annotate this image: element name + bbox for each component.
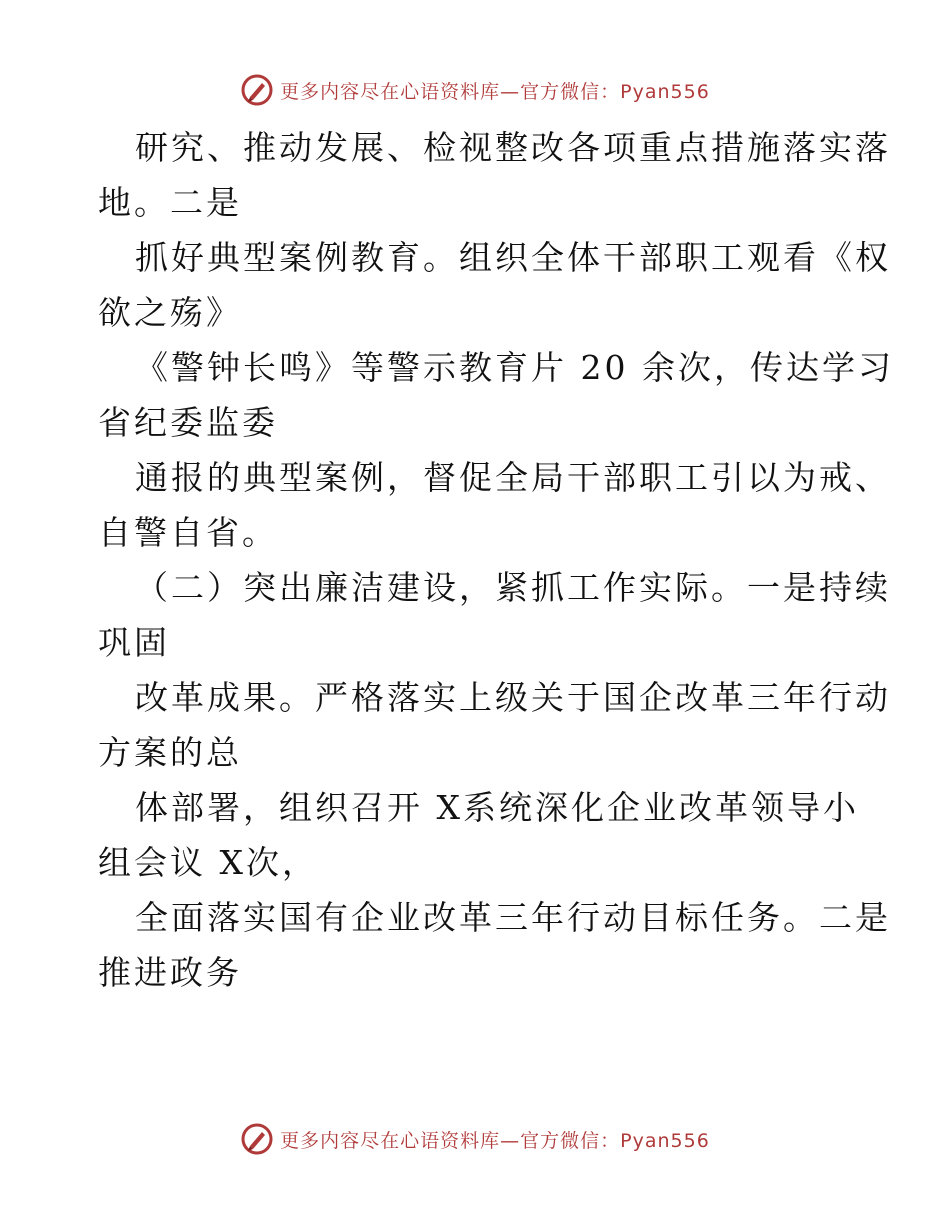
header-banner-text: 更多内容尽在心语资料库—官方微信：Pyan556 — [280, 80, 710, 103]
paragraph-2 — [98, 230, 891, 340]
header-banner — [0, 70, 950, 110]
paragraph-2-line-1: 抓好典型案例教育。组织全体干部职工观看《权 — [135, 238, 891, 277]
paragraph-1-line-1: 研究、推动发展、检视整改各项重点措施落实落 — [135, 128, 891, 167]
paragraph-6 — [98, 670, 891, 780]
pen-logo-icon — [240, 1122, 274, 1156]
pen-logo-icon — [240, 73, 274, 107]
paragraph-5-line-1: （二）突出廉洁建设，紧抓工作实际。一是持续 — [135, 568, 891, 607]
paragraph-3-line-2: 省纪委监委 — [98, 403, 278, 442]
paragraph-1-line-2: 地。二是 — [98, 183, 242, 222]
paragraph-4-line-1: 通报的典型案例，督促全局干部职工引以为戒、 — [135, 458, 891, 497]
paragraph-8-line-2: 推进政务 — [98, 953, 242, 992]
paragraph-2-line-2: 欲之殇》 — [98, 293, 242, 332]
footer-banner — [0, 1119, 950, 1159]
paragraph-3 — [98, 340, 894, 450]
paragraph-3-line-1: 《警钟长鸣》等警示教育片 20 余次，传达学习 — [135, 348, 894, 387]
paragraph-6-line-1: 改革成果。严格落实上级关于国企改革三年行动 — [135, 678, 891, 717]
paragraph-5 — [98, 560, 891, 670]
paragraph-8-line-1: 全面落实国有企业改革三年行动目标任务。二是 — [135, 898, 891, 937]
paragraph-4-line-2: 自警自省。 — [98, 513, 278, 552]
paragraph-8 — [98, 890, 891, 1000]
paragraph-4 — [98, 450, 891, 560]
paragraph-7 — [98, 780, 858, 890]
paragraph-7-line-1: 体部署，组织召开 X系统深化企业改革领导小 — [135, 788, 859, 827]
paragraph-6-line-2: 方案的总 — [98, 733, 242, 772]
paragraph-1 — [98, 120, 891, 230]
document-body — [98, 120, 894, 1000]
paragraph-5-line-2: 巩固 — [98, 623, 170, 662]
paragraph-7-line-2: 组会议 X次， — [98, 843, 318, 882]
footer-banner-text: 更多内容尽在心语资料库—官方微信：Pyan556 — [280, 1129, 710, 1152]
